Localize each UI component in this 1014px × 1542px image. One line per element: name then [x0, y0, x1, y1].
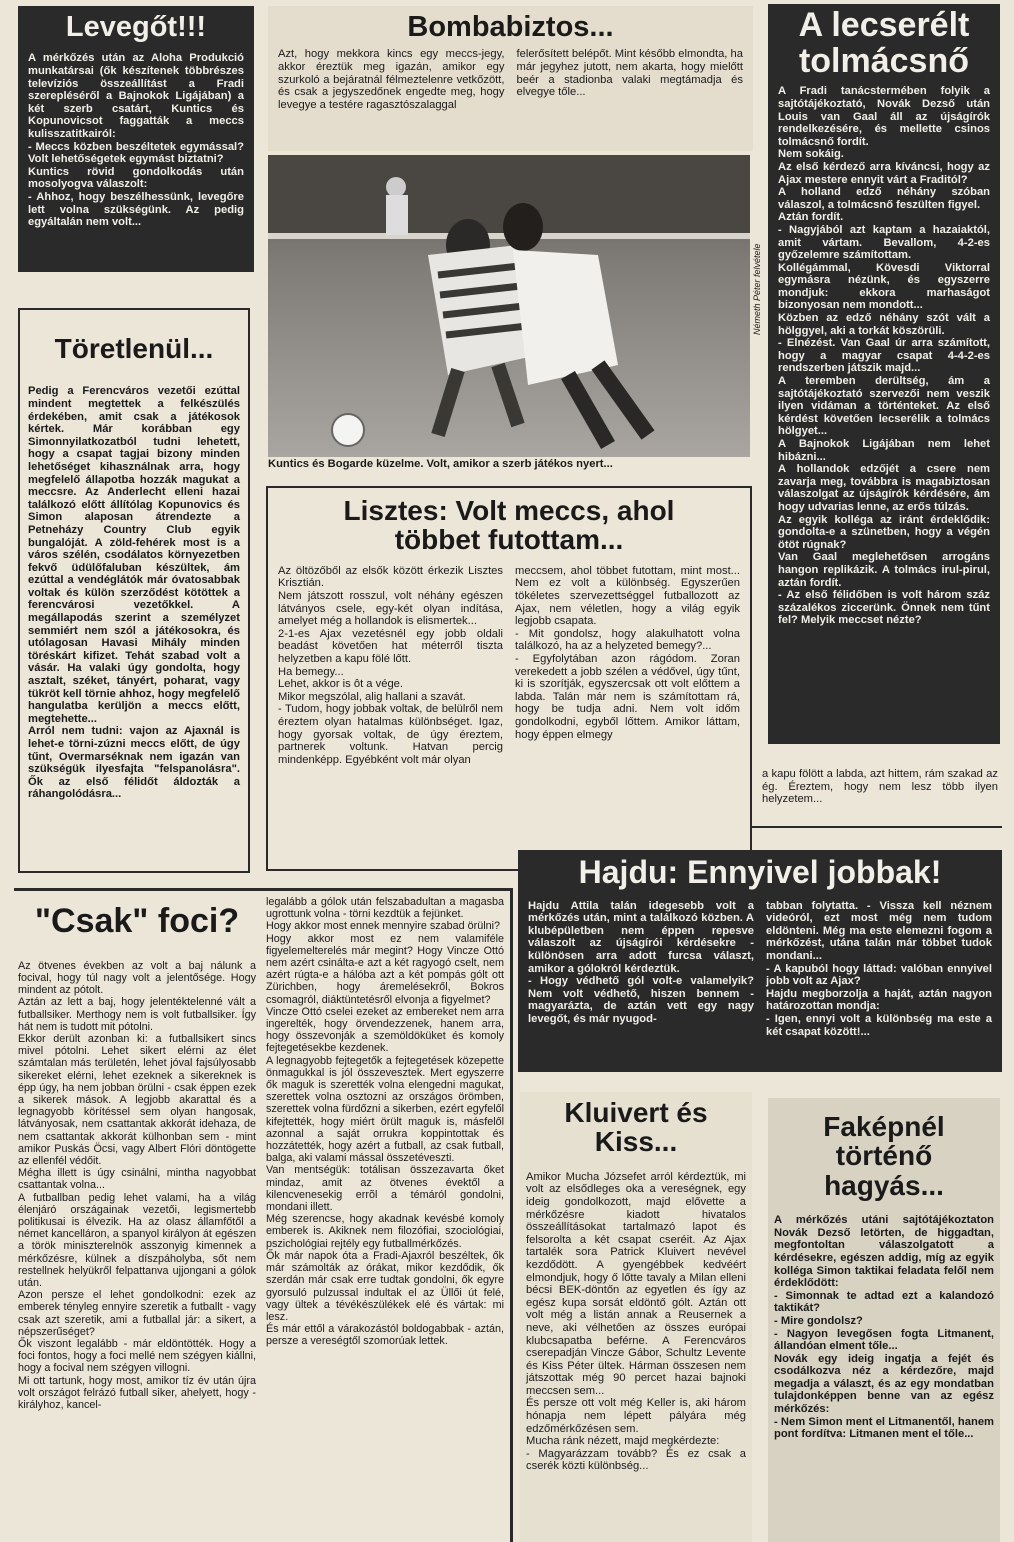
article-levegot [18, 6, 254, 272]
article-tolmacsno-text: A Fradi tanácstermében folyik a sajtótájékoztató, Novák Dezső után Louis van Gaal áll az újságírók rendelkezésére, és mellette csinos tolmácsnő fordít. Nem sokáig. Az első kérdező arra kíváncsi, hogy az Ajax mestere ennyit várt a Fraditól? A holland edző néhány szóban válaszol, a tolmácsnő feszülten figyel. Aztán fordít. - Nagyjából azt kaptam a hazaiaktól, amit vártam. Bevallom, 4-2-es győzelemre számítottam. Kollégámmal, Kövesdi Viktorral egymásra nézünk, és egyszerre mondjuk: ekkora marhaságot bizonyosan nem mondott... Közben az edző néhány szót vált a hölggyel, aki a torkát köszörüli. - Elnézést. Van Gaal úr arra számított, hogy a magyar csapat 4-4-2-es rendszerben játszik majd... A teremben derültség, ám a sajtótájékoztató szervezői nem veszik ilyen vidáman a történteket. Az első kérdést követően lecserélik a tolmács hölgyet... A Bajnokok Ligájában nem lehet hibázni... A hollandok edzőjét a csere nem zavarja meg, továbbra is magabiztosan válaszolgat az újságírók kérdésére, ám hogy udvarias lenne, az erős túlzás. Az egyik kolléga az iránt érdeklődik: gondolta-e a szünetben, hogy a végén ötöt rúgnak? Van Gaal meglehetősen arrogáns hangon replikázik. A tolmács irul-pirul, aztán fordít. - Az első félidőben is volt három száz százalékos ziccerünk. Önnek nem tűnt fel? Melyik meccset nézte? [778, 85, 990, 627]
csakfoci-side-rule [510, 888, 513, 1542]
csakfoci-top-rule [14, 888, 512, 891]
article-hajdu [518, 850, 1002, 1072]
article-hajdu-title: Hajdu: Ennyivel jobbak! [578, 854, 942, 890]
article-toretlenul-title: Töretlenül... [54, 333, 214, 364]
article-kluivert-title: Kluivert és Kiss... [564, 1097, 708, 1158]
article-hajdu-col2: tabban folytatta. - Vissza kell néznem videóról, ezt most még nem tudom eldönteni. Még ma este elemezni fogom a mérkőzést, utána talán már többet tudok mondani... - A kapuból hogy láttad: valóban ennyivel jobb volt az Ajax? Hajdu megborzolja a haját, aztán nagyon határozottan mondja: - Igen, ennyi volt a különbség ma este a két csapat között!... [766, 899, 992, 1038]
article-bombabiztos-col1: Azt, hogy mekkora kincs egy meccs-jegy, akkor éreztük meg igazán, amikor egy szurkoló a bejáratnál félmeztelenre vetkőzött, és csak a jegyszedőnek engedte meg, hogy levegye a testére ragasztószalaggal [278, 48, 505, 111]
article-tolmacsno-title: A lecserélt tolmácsnő [798, 6, 970, 80]
article-toretlenul [18, 308, 250, 873]
photo-caption: Kuntics és Bogarde küzelme. Volt, amikor a szerb játékos nyert... [268, 458, 613, 470]
article-lisztes-title: Lisztes: Volt meccs, ahol többet futottam... [343, 495, 675, 556]
article-fakepnel-title: Faképnél történő hagyás... [823, 1111, 945, 1201]
article-tolmacsno [768, 4, 1000, 744]
article-lisztes-col1: Az öltözőből az elsők között érkezik Lisztes Krisztián. Nem játszott rosszul, volt néhány egészen látványos csele, egy-két olyan indítása, amelyet még a hollandok is elismertek... 2-1-es Ajax vezetésnél egy jobb oldali beadást követően hat méterről tiszta helyzetben a kapu fölé lőtt. Ha bemegy... Lehet, akkor is ôt a vége. Mikor megszólal, alig hallani a szavát. - Tudom, hogy jobbak voltak, de belülről nem éreztem olyan hatalmas különbséget. Igaz, hogy gyorsak voltak, de úgy éreztem, partnerek voltunk. Hatvan percig mindenképp. Egyébként volt már olyan [278, 564, 503, 766]
article-bombabiztos-title: Bombabiztos... [407, 11, 614, 43]
article-lisztes-col2: meccsem, ahol többet futottam, mint most... Nem ez volt a különbség. Egyszerűen tökéletes szervezettséggel futballozott az Ajax, nem véletlen, hogy a világ egyik legjobb csapata. - Mit gondolsz, hogy alakulhatott volna találkozó, ha az a helyzeted bemegy?... - Egyfolytában azon rágódom. Zoran verekedett a jobb szélen a védővel, úgy tűnt, ki is szorítják, egyszercsak ott volt előttem a labda. Talán már nem is számítottam rá, hogy be tudja adni. Nem volt időm gondolkodni, egyből lőttem. Amikor láttam, hogy éppen elmegy [515, 564, 740, 741]
article-levegot-title: Levegőt!!! [65, 11, 207, 43]
match-photo [268, 155, 750, 457]
article-kluivert-text: Amikor Mucha Józsefet arról kérdeztük, mi volt az elsődleges oka a vereségnek, egy ideig gondolkozott, majd elővette a mérkőzésre kiadott hivatalos összeállításokat tartalmazó lapot és felsorolta a két csapat cseréit. Az Ajax tartalék sora Patrick Kluivert nevével kezdődött. A gyengébbek kedvéért elmondjuk, hogy ő lőtte tavaly a Milan elleni bécsi BEK-döntőn az egyetlen és így az egész kupa sorsát eldöntő gólt. Aztán ott volt még a listán annak a Reusernek a neve, aki vélhetően az összes európai klubcsapatba beférne. A Ferencváros cserepadján Vincze Gábor, Schultz Levente és Kiss Péter ültek. Hárman összesen nem játszottak még 90 percet hazai bajnoki meccsen sem... És persze ott volt még Keller is, aki három hónapja nem lépett pályára még edzőmérkőzésen sem. Mucha ránk nézett, majd megkérdezte: - Magyarázzam tovább? És ez csak a cserék közti különbség... [526, 1170, 746, 1473]
article-fakepnel [768, 1098, 1000, 1542]
article-csakfoci-title: "Csak" foci? [34, 902, 240, 940]
article-fakepnel-text: A mérkőzés utáni sajtótájékoztaton Novák Dezső letörten, de higgadtan, megfontoltan válaszolgatott a kérdésekre, egészen addig, míg az egyik kollégа Simon taktikai feladata felől nem érdeklődött: - Simonnak te adtad ezt a kalandozó taktikát? - Mire gondolsz? - Nagyon levegősen fogta Litmanent, állandóan elment tőle... Novák egy ideig ingatja a fejét és csodálkozva néz a kérdezőre, majd megadja a választ, és az egy mondatban tulajdonképpen benne van az egész mérkőzés: - Nem Simon ment el Litmanentől, hanem pont fordítva: Litmanen ment el tőle... [774, 1214, 994, 1441]
article-csakfoci-col2: legalább a gólok után felszabadultan a magasba ugrottunk volna - törni kezdtük a fejünket. Hogy akkor most ennek mennyire szabad örülni? Hogy akkor most ez nem valamiféle figyelemelterelés már megint? Hogy Vincze Ottó nem azért csinálta-e azt a két ragyogó cselt, nem azért rúgta-e a hálóba azt a két pompás gólt ott Zürichben, hogy áremelésekről, Bokros csomagról, diáktüntetésről elvonja a figyelmet? Vincze Ottó cselei ezeket az embereket nem arra ingerelték, hogy örvendezzenek, hanem arra, hogy összevonják a szemöldöküket és komoly fejtegetésekbe kezdenek. A legnagyobb fejtegetők a fejtegetések közepette önmagukkal is jól összevesztek. Mert egyszerre ők maguk is szerették volna elengedni magukat, szerettek volna osztozni az országos örömben, szerettek volna fürdőzni a sikerben, ezért egyfelől kifejtették, hogy miért örült maguk is, másfelől azonnal a saját orrukra koppintottak és hozzátették, hogy azért a futball, az csak futball, balga, aki valami mással összetéveszti. Van mentségük: totálisan összezavarta őket mindaz, amit az ötvenes évektől a kilencvenesekig errõl a témáról gondolni, mondani illett. Még szerencse, hogy akadnak kevésbé komoly emberek is. Akiknek nem filozófiai, szociológiai, pszichológiai rejtély egy futballmérkőzés. Ők már napok óta a Fradi-Ajaxról beszéltek, ők már számolták az órákat, mikor kezdődik, ők szerdán már csak erre tudtak gondolni, ők egyre gyorsuló pulzussal indultak el az Üllői út felé, vagy ültek a tévékészülékek elé és vártak: mi lesz. És már ettől a várakozástól boldogabbak - aztán, persze a vereségtől szomorúak lettek. [266, 896, 504, 1348]
match-photo-image [268, 155, 750, 457]
article-csakfoci [14, 892, 508, 1542]
article-levegot-text: A mérkőzés után az Aloha Produkció munkatársai (ők készítenek többrészes televíziós összeállítást a Fradi szerepléséről a Bajnokok Ligájában) a két szerb csatárt, Kuntics és Kopunovicsot faggatták a meccs kulisszatitkairól: - Meccs közben beszéltetek egymással? Volt lehetőségetek egymást biztatni? Kuntics rövid gondolkodás után mosolyogva válaszolt: - Ahhoz, hogy beszélhessünk, levegőre lett volna szükségünk. Az pedig egyáltalán nem volt... [28, 52, 244, 229]
photo-credit: Németh Péter felvétele [752, 243, 762, 335]
article-hajdu-col1: Hajdu Attila talán idegesebb volt a mérkőzés után, mint a találkozó közben. A klubépületben nem éppen repesve válaszolt az újságírói kérdésekre - különösen arra adott furcsa választ, amikor a gólokról kérdeztük. - Hogy védhető gól volt-e valamelyik? Nem volt védhető, hiszen bennem - magyarázta, de aztán vett egy nagy levegőt, és már nyugod- [528, 899, 754, 1025]
divider-line [752, 826, 1002, 828]
article-toretlenul-text: Pedig a Ferencváros vezetői ezúttal mindent megtettek a felkészülés érdekében, amit csak a játékosok kértek. Már korábban egy Simonnyilatkozatból tudni lehetett, hogy a csapat tagjai bizony minden lehetőséget kihasználnak arra, hogy megfelelő állapotba hozzák magukat a meccsre. Az Anderlecht elleni hazai találkozó előtt állítólag Kopunovics és Simon alaposan átrendezte a Petneházy Country Club egyik bungalóját. A zöld-fehérek most is a város szélén, csodálatos környezetben fekvő üdülőfaluban készültek, ám ezúttal a vendéglátók már óvatosabbak voltak és külön szerződést kötöttek a ferencvárosi vezetőkkel. A megállapodás szerint a személyzet semmiért nem szól a játékosokra, és utólagosan Havasi Mihály minden töréskárt kifizet. Tehát szabad volt a vásár. Ha valaki úgy gondolta, hogy asztalt, széket, tányért, poharat, vagy tükröt kell törnie ahhoz, hogy megfelelő hangulatba kerüljön a meccs előtt, megtehette... Arról nem tudni: vajon az Ajaxnál is lehet-e törni-zúzni meccs előtt, de úgy tűnt, Overmarséknak nem igazán van szükségük ilyesfajta "felspanolásra". Ők az első félidőt áldozták a ráhangolódásra... [28, 385, 240, 801]
article-lisztes-continued [760, 766, 1000, 816]
article-csakfoci-col1: Az ötvenes években az volt a baj nálunk a focival, hogy túl nagy volt a jelentősége. Hogy mindent az pótolt. Aztán az lett a baj, hogy jelentéktelenné vált a futballsiker. Merthogy nem is volt futballsiker. Így hát nem is tudott mit pótolni. Ekkor derült azonban ki: a futballsikert sincs mivel pótolni. Lehet sikert elérni az élet számtalan más területén, lehet jóval fajsúlyosabb sikereket elérni, lehet ezeknek a sikereknek is épp úgy, ha nem jobban örülni - csak éppen ezek a sikerek mások. A legjobb akarattal és a legnagyobb körítéssel sem olyan hangosak, látványosak, nem csattantak akkorát idehaza, de nem csattantak akkorát külhonban sem - mint amikor Puskás Öcsi, vagy Albert Flóri döntögette az ellenfél védőit. Mégha illett is úgy csinálni, mintha nagyobbat csattantak volna... A futballban pedig lehet valami, ha a világ élenjáró országainak vezetői, legismertebb politikusai is élvezik. Ha az olasz államfőtől a német kancelláron, a spanyol királyon át egészen a török miniszterelnök asszonyig kimennek a mérkőzésre, külnek a díszpáholyba, sőt nem restellnek helyükről felpattanva ujjongani a gólok után. Azon persze el lehet gondolkodni: ezek az emberek tényleg ennyire szeretik a futballt - vagy csak azt szeretik, ami a futballal jár: a sikert, a népszerűséget? Ők viszont legalább - már eldöntötték. Hogy a foci fontos, hogy a foci mellé nem szégyen kiállni, hogy a focival nem szégyen villogni. Mi ott tartunk, hogy most, amikor tíz év után újra volt országot felrázó futball siker, ahelyett, hogy - királyhoz, kancel- [18, 959, 256, 1411]
article-kluivert [520, 1092, 752, 1542]
article-bombabiztos [268, 6, 753, 151]
article-lisztes-col3: a kapu fölött a labda, azt hittem, rám szakad az ég. Éreztem, hogy nem lesz több ilyen helyzetem... [762, 768, 998, 806]
article-lisztes [266, 486, 752, 871]
article-bombabiztos-col2: felerősített belépőt. Mint később elmondta, ha már jegyhez jutott, nem akarta, hogy mielőtt beér a stadionba valaki megtámadja és elvegye tőle... [516, 48, 743, 99]
